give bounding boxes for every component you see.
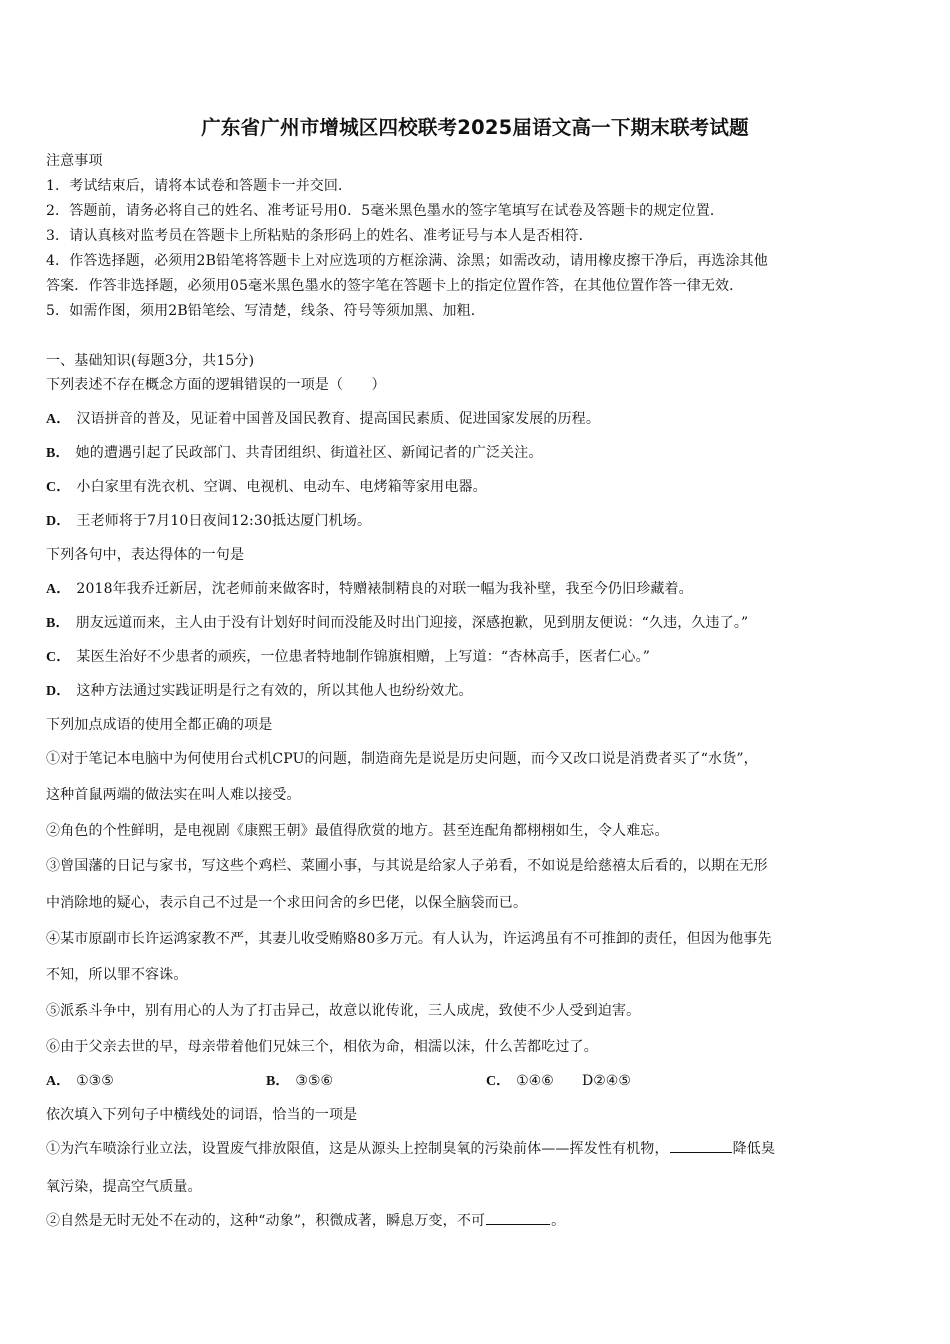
option-label: A．	[46, 412, 71, 427]
notice-item-5: 5．如需作图，须用2B铅笔绘、写清楚，线条、符号等须加黑、加粗．	[46, 303, 485, 319]
option-label: C．	[486, 1074, 511, 1089]
notice-heading: 注意事项	[46, 153, 103, 169]
q3-option-c	[486, 1072, 554, 1091]
q3-line: 中消除地的疑心，表示自己不过是一个求田问舍的乡巴佬，以保全脑袋而已。	[46, 895, 528, 911]
q3-line: ④某市原副市长许运鸿家教不严，其妻儿收受贿赂80多万元。有人认为，许运鸿虽有不可推卸的责任，但因为他事先	[46, 931, 772, 947]
option-text: 她的遭遇引起了民政部门、共青团组织、街道社区、新闻记者的广泛关注。	[75, 445, 543, 461]
option-text: ①③⑤	[76, 1073, 114, 1089]
exam-title: 广东省广州市增城区四校联考2025届语文高一下期末联考试题	[201, 116, 749, 139]
section-heading: 一、基础知识(每题3分，共15分)	[46, 353, 255, 369]
option-text: D②④⑤	[582, 1073, 631, 1089]
q3-line: 这种首鼠两端的做法实在叫人难以接受。	[46, 787, 301, 803]
notice-item-1: 1．考试结束后，请将本试卷和答题卡一并交回．	[46, 178, 353, 194]
q3-line: 不知，所以罪不容诛。	[46, 967, 188, 983]
q4-line-1	[46, 1140, 775, 1158]
option-text: 朋友远道而来，主人由于没有计划好时间而没能及时出门迎接，深感抱歉，见到朋友便说：“久违，久违了。”	[75, 615, 749, 631]
option-text: 2018年我乔迁新居，沈老师前来做客时，特赠裱制精良的对联一幅为我补壁，我至今仍旧珍藏着。	[76, 581, 693, 597]
q2-option-b	[46, 614, 748, 633]
q4-text: ①为汽车喷涂行业立法，设置废气排放限值，这是从源头上控制臭氧的污染前体——挥发性有机物，	[46, 1141, 669, 1157]
q4-text: ②自然是无时无处不在动的，这种“动象”，积微成著，瞬息万变，不可	[46, 1213, 486, 1229]
option-label: D．	[46, 514, 71, 529]
q1-option-d	[46, 512, 371, 531]
q3-line: ②角色的个性鲜明，是电视剧《康熙王朝》最值得欣赏的地方。甚至连配角都栩栩如生，令人难忘。	[46, 823, 669, 839]
option-label: B．	[46, 446, 70, 461]
option-text: 某医生治好不少患者的顽疾，一位患者特地制作锦旗相赠，上写道：“杏林高手，医者仁心。”	[76, 649, 651, 665]
option-label: A．	[46, 1074, 71, 1089]
q4-line-3	[46, 1212, 565, 1230]
q1-option-c	[46, 478, 487, 497]
q2-option-a	[46, 580, 693, 599]
notice-item-4: 4．作答选择题，必须用2B铅笔将答题卡上对应选项的方框涂满、涂黑；如需改动，请用橡皮擦干净后，再选涂其他	[46, 253, 768, 269]
q4-text: 。	[551, 1213, 566, 1229]
option-label: C．	[46, 480, 71, 495]
q3-line: ③曾国藩的日记与家书，写这些个鸡栏、菜圃小事，与其说是给家人子弟看，不如说是给慈禧太后看的，以期在无形	[46, 858, 768, 874]
q3-line: ⑥由于父亲去世的早，母亲带着他们兄妹三个，相依为命，相濡以沫，什么苦都吃过了。	[46, 1039, 598, 1055]
q2-option-d	[46, 682, 473, 701]
q3-option-d	[582, 1072, 631, 1090]
option-label: B．	[266, 1074, 290, 1089]
q3-option-b	[266, 1072, 333, 1091]
q2-stem: 下列各句中，表达得体的一句是	[46, 547, 245, 563]
option-text: 王老师将于7月10日夜间12:30抵达厦门机场。	[76, 513, 372, 529]
option-text: 这种方法通过实践证明是行之有效的，所以其他人也纷纷效尤。	[76, 683, 473, 699]
q1-stem: 下列表述不存在概念方面的逻辑错误的一项是（ ）	[46, 377, 386, 393]
q3-option-a	[46, 1072, 114, 1091]
option-label: A．	[46, 582, 71, 597]
option-label: D．	[46, 684, 71, 699]
q4-line-2: 氧污染，提高空气质量。	[46, 1179, 202, 1195]
notice-item-4-cont: 答案．作答非选择题，必须用05毫米黑色墨水的签字笔在答题卡上的指定位置作答，在其他位置作答一律无效．	[46, 278, 744, 294]
q4-text: 降低臭	[732, 1141, 776, 1157]
option-label: B．	[46, 616, 70, 631]
notice-item-2: 2．答题前，请务必将自己的姓名、准考证号用0．5毫米黑色墨水的签字笔填写在试卷及答题卡的规定位置．	[46, 203, 725, 219]
fill-blank-1	[670, 1140, 732, 1153]
q3-stem: 下列加点成语的使用全都正确的项是	[46, 717, 273, 733]
notice-item-3: 3．请认真核对监考员在答题卡上所粘贴的条形码上的姓名、准考证号与本人是否相符．	[46, 228, 593, 244]
q4-stem: 依次填入下列句子中横线处的词语，恰当的一项是	[46, 1107, 358, 1123]
q3-line: ①对于笔记本电脑中为何使用台式机CPU的问题，制造商先是说是历史问题，而今又改口说是消费者买了“水货”，	[46, 751, 758, 767]
option-text: 汉语拼音的普及，见证着中国普及国民教育、提高国民素质、促进国家发展的历程。	[76, 411, 600, 427]
option-text: 小白家里有洗衣机、空调、电视机、电动车、电烤箱等家用电器。	[76, 479, 487, 495]
q1-option-a	[46, 410, 600, 429]
q2-option-c	[46, 648, 650, 667]
option-label: C．	[46, 650, 71, 665]
option-text: ③⑤⑥	[295, 1073, 333, 1089]
q1-option-b	[46, 444, 543, 463]
fill-blank-2	[486, 1212, 550, 1225]
option-text: ①④⑥	[516, 1073, 554, 1089]
q3-line: ⑤派系斗争中，别有用心的人为了打击异己，故意以讹传讹，三人成虎，致使不少人受到迫害。	[46, 1003, 641, 1019]
